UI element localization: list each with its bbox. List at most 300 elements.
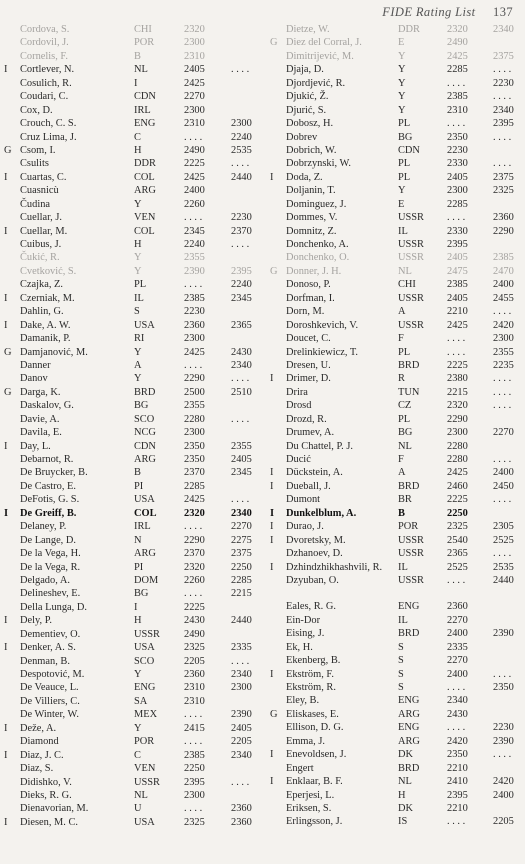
player-row <box>4 466 262 479</box>
rating-previous: 2405 <box>231 722 252 734</box>
player-name: Crouch, C. S. <box>20 118 77 130</box>
country-code: MEX <box>134 709 158 721</box>
rating-current: 2330 <box>447 158 468 170</box>
player-name: Ekström, R. <box>286 682 336 693</box>
player-name: Dzhindzhikhashvili, R. <box>286 561 383 573</box>
player-name: Cuibus, J. <box>20 239 62 250</box>
rating-current: 2350 <box>184 440 205 452</box>
rating-previous: . . . . <box>493 158 512 170</box>
player-row <box>270 493 523 506</box>
player-row <box>4 413 262 426</box>
country-code: ENG <box>398 601 420 613</box>
country-code: BRD <box>398 628 420 640</box>
country-code: CHI <box>134 24 152 35</box>
player-row <box>270 802 523 815</box>
country-code: PI <box>134 561 144 573</box>
player-name: Donchenko, A. <box>286 239 349 250</box>
rating-previous: 2390 <box>231 709 252 721</box>
player-name: Dückstein, A. <box>286 467 343 479</box>
country-code: H <box>134 239 142 250</box>
player-name: Cuellar, M. <box>20 225 68 237</box>
player-name: Czerniak, M. <box>20 292 75 304</box>
player-row <box>4 23 262 36</box>
player-row <box>270 426 523 439</box>
country-code: COL <box>134 225 155 237</box>
player-name: Deže, A. <box>20 722 57 734</box>
rating-current: 2300 <box>184 104 205 116</box>
rating-previous: 2400 <box>493 279 514 291</box>
country-code: B <box>398 507 405 519</box>
country-code: ENG <box>134 118 156 130</box>
player-name: Daskalov, G. <box>20 400 74 412</box>
rating-previous: 2230 <box>493 722 514 734</box>
rating-previous: 2345 <box>231 292 252 304</box>
country-code: Y <box>134 346 142 358</box>
country-code: ENG <box>398 695 420 707</box>
country-code: SCO <box>134 655 155 667</box>
page-number: 137 <box>493 5 513 19</box>
player-name: Cruz Lima, J. <box>20 131 77 143</box>
rating-previous: 2440 <box>493 574 514 586</box>
running-header <box>382 5 513 20</box>
country-code: PL <box>398 346 411 358</box>
rating-current: 2420 <box>447 735 468 747</box>
rating-previous: 2450 <box>493 480 514 492</box>
player-row <box>4 251 262 264</box>
rating-previous: 2430 <box>231 346 252 358</box>
rating-previous: 2390 <box>493 735 514 747</box>
player-name: Damjanović, M. <box>20 346 88 358</box>
player-name: Drumev, A. <box>286 427 335 439</box>
player-row <box>270 36 523 49</box>
rating-current: 2395 <box>447 239 468 250</box>
country-code: USSR <box>398 239 424 250</box>
player-row <box>4 225 262 238</box>
rating-current: . . . . <box>447 212 466 224</box>
player-name: Denker, A. S. <box>20 642 76 654</box>
rating-current: 2325 <box>184 816 205 828</box>
player-row <box>270 292 523 305</box>
title-mark: I <box>4 171 8 183</box>
rating-previous: 2300 <box>231 118 252 130</box>
player-name: Doljanin, T. <box>286 185 336 197</box>
player-row <box>270 117 523 130</box>
rating-current: 2290 <box>184 373 205 385</box>
player-name: Doucet, C. <box>286 333 331 345</box>
player-name: Dake, A. W. <box>20 319 71 331</box>
player-row <box>4 722 262 735</box>
rating-previous: 2305 <box>493 521 514 533</box>
country-code: PL <box>398 171 411 183</box>
player-row <box>4 372 262 385</box>
country-code: SCO <box>134 413 155 425</box>
rating-previous: 2345 <box>231 467 252 479</box>
player-name: Diaz, J. C. <box>20 749 64 761</box>
player-row <box>270 104 523 117</box>
country-code: S <box>398 682 404 693</box>
country-code: SA <box>134 695 148 707</box>
player-name: Dresen, U. <box>286 359 331 371</box>
player-row <box>4 426 262 439</box>
rating-previous: 2340 <box>231 749 252 761</box>
player-row <box>4 668 262 681</box>
player-name: Cuartas, C. <box>20 171 67 183</box>
country-code: ARG <box>134 548 156 560</box>
country-code: CZ <box>398 400 412 412</box>
player-row <box>270 265 523 278</box>
player-row <box>270 614 523 627</box>
country-code: NL <box>398 776 412 788</box>
player-name: Čukić, R. <box>20 252 60 264</box>
title-mark: I <box>270 373 274 385</box>
player-row <box>4 695 262 708</box>
player-name: Dvoretsky, M. <box>286 534 346 546</box>
player-name: Dementiev, O. <box>20 628 81 640</box>
rating-current: 2475 <box>447 265 468 277</box>
country-code: F <box>398 333 404 345</box>
player-row <box>270 561 523 574</box>
player-name: De Villiers, C. <box>20 695 80 707</box>
rating-previous: . . . . <box>231 64 250 76</box>
player-row <box>4 480 262 493</box>
title-mark: I <box>270 507 275 519</box>
rating-current: 2360 <box>184 319 205 331</box>
rating-previous: . . . . <box>493 494 512 506</box>
player-name: Dorfman, I. <box>286 292 335 304</box>
country-code: USSR <box>398 548 424 560</box>
rating-previous: 2270 <box>231 521 252 533</box>
country-code: PI <box>134 480 144 492</box>
rating-current: 2500 <box>184 386 205 398</box>
rating-current: 2350 <box>447 131 468 143</box>
rating-current: 2320 <box>447 400 468 412</box>
player-name: Della Lunga, D. <box>20 601 87 613</box>
rating-previous: 2360 <box>231 816 252 828</box>
player-name: Delineshev, E. <box>20 588 81 600</box>
player-name: Donner, J. H. <box>286 265 342 277</box>
country-code: Y <box>398 64 406 76</box>
rating-current: 2300 <box>184 333 205 345</box>
player-name: Dahlin, G. <box>20 306 64 318</box>
country-code: BRD <box>398 359 420 371</box>
player-name: Enevoldsen, J. <box>286 749 347 761</box>
player-row <box>4 628 262 641</box>
rating-previous: . . . . <box>493 386 512 398</box>
country-code: Y <box>134 252 142 264</box>
player-name: Eley, B. <box>286 695 320 707</box>
player-name: Diaz, S. <box>20 763 54 775</box>
player-row <box>270 507 523 520</box>
rating-previous: 2535 <box>493 561 514 573</box>
title-mark: G <box>270 265 278 277</box>
rating-current: 2280 <box>447 440 468 452</box>
left-column <box>4 23 262 829</box>
country-code: BG <box>398 131 413 143</box>
player-name: Drelinkiewicz, T. <box>286 346 359 358</box>
player-row <box>270 332 523 345</box>
player-row <box>4 789 262 802</box>
rating-previous: . . . . <box>493 400 512 412</box>
rating-current: 2360 <box>447 601 468 613</box>
player-name: Eliskases, E. <box>286 708 339 720</box>
rating-current: 2290 <box>447 413 468 425</box>
country-code: S <box>398 641 404 653</box>
player-name: Diamond <box>20 736 59 748</box>
player-row <box>4 77 262 90</box>
player-name: De Greiff, B. <box>20 507 77 519</box>
country-code: R <box>398 373 405 385</box>
player-row <box>4 708 262 721</box>
country-code: A <box>398 467 406 479</box>
country-code: I <box>134 601 138 613</box>
rating-current: 2360 <box>184 669 205 680</box>
country-code: ARG <box>134 454 156 465</box>
player-name: Eperjesi, L. <box>286 789 335 801</box>
player-row <box>4 104 262 117</box>
player-name: Du Chattel, P. J. <box>286 440 353 452</box>
player-name: Dominguez, J. <box>286 198 347 210</box>
player-row <box>270 547 523 560</box>
player-name: Dobosz, H. <box>286 118 334 130</box>
title-mark: G <box>270 37 278 49</box>
rating-current: 2260 <box>184 198 205 210</box>
title-mark: I <box>270 749 274 761</box>
player-row <box>4 265 262 278</box>
player-row <box>4 90 262 103</box>
rating-current: 2400 <box>184 185 205 197</box>
player-row <box>270 144 523 157</box>
rating-current: 2205 <box>184 655 205 667</box>
title-mark: G <box>270 708 278 720</box>
player-name: Dietze, W. <box>286 24 330 35</box>
country-code: PL <box>134 279 147 291</box>
rating-current: . . . . <box>184 736 203 748</box>
player-name: Čudina <box>20 198 51 210</box>
player-row <box>4 574 262 587</box>
rating-previous: . . . . <box>493 749 512 761</box>
player-row <box>4 681 262 694</box>
player-row <box>4 171 262 184</box>
player-name: Damanik, P. <box>20 333 71 345</box>
rating-current: 2285 <box>184 480 205 492</box>
country-code: A <box>398 306 406 318</box>
player-name: Drosd <box>286 400 312 412</box>
player-name: Donoso, P. <box>286 279 331 291</box>
rating-previous: . . . . <box>493 91 512 103</box>
player-name: Delaney, P. <box>20 521 67 533</box>
player-name: Eriksen, S. <box>286 802 332 814</box>
player-name: Drira <box>286 386 308 398</box>
player-row <box>270 574 523 587</box>
rating-current: 2425 <box>184 494 205 506</box>
rating-current: 2415 <box>184 722 205 734</box>
player-name: Didishko, V. <box>20 776 72 788</box>
player-row <box>270 721 523 734</box>
country-code: IRL <box>134 104 151 116</box>
rating-current: 2260 <box>184 574 205 586</box>
rating-previous: 2340 <box>231 359 252 371</box>
player-row <box>270 694 523 707</box>
country-code: ARG <box>398 735 420 747</box>
country-code: Y <box>398 91 406 103</box>
rating-previous: . . . . <box>493 668 512 680</box>
country-code: IS <box>398 816 408 828</box>
rating-current: 2285 <box>447 198 468 210</box>
country-code: USSR <box>398 574 424 586</box>
player-name: Danov <box>20 373 48 385</box>
player-name: De Winter, W. <box>20 709 79 721</box>
player-row <box>270 466 523 479</box>
country-code: VEN <box>134 212 156 224</box>
rating-current: 2270 <box>447 614 468 626</box>
title-mark: I <box>4 615 8 627</box>
player-name: Donchenko, O. <box>286 252 350 264</box>
country-code: IL <box>398 561 408 573</box>
rating-previous: 2335 <box>231 642 252 654</box>
player-row <box>270 278 523 291</box>
player-name: Doroshkevich, V. <box>286 319 359 331</box>
rating-current: 2425 <box>447 50 468 62</box>
player-row <box>270 762 523 775</box>
country-code: H <box>134 144 142 156</box>
player-row <box>4 601 262 614</box>
rating-current: 2425 <box>184 77 205 89</box>
player-row <box>4 386 262 399</box>
country-code: S <box>134 306 140 318</box>
country-code: H <box>134 615 142 627</box>
player-row <box>4 319 262 332</box>
player-row <box>270 453 523 466</box>
country-code: Y <box>134 722 142 734</box>
player-name: Danner <box>20 359 51 371</box>
player-row <box>270 157 523 170</box>
player-row <box>4 50 262 63</box>
title-mark: G <box>4 386 12 398</box>
rating-current: 2400 <box>447 668 468 680</box>
player-row <box>4 144 262 157</box>
player-name: Djukić, Ž. <box>286 91 329 103</box>
player-name: Doda, Z. <box>286 171 323 183</box>
player-row <box>4 493 262 506</box>
title-mark: I <box>4 440 8 452</box>
player-name: Domnitz, Z. <box>286 225 337 237</box>
player-name: Cuellar, J. <box>20 212 63 224</box>
country-code: RI <box>134 333 145 345</box>
country-code: BG <box>398 427 413 439</box>
rating-current: 2300 <box>184 427 205 439</box>
rating-previous: 2300 <box>493 333 514 345</box>
player-row <box>270 305 523 318</box>
rating-current: 2370 <box>184 548 205 560</box>
player-row <box>4 346 262 359</box>
country-code: USA <box>134 642 155 654</box>
country-code: Y <box>398 77 406 89</box>
rating-previous: 2285 <box>231 574 252 586</box>
country-code: CDN <box>134 91 156 103</box>
rating-current: 2385 <box>447 91 468 103</box>
rating-current: 2425 <box>184 346 205 358</box>
player-row <box>270 480 523 493</box>
player-name: Davila, E. <box>20 427 62 439</box>
country-code: USSR <box>398 292 424 304</box>
country-code: TUN <box>398 386 420 398</box>
country-code: CDN <box>134 440 156 452</box>
player-name: De la Vega, H. <box>20 548 81 560</box>
player-row <box>4 749 262 762</box>
player-row <box>4 278 262 291</box>
rating-previous: 2340 <box>493 24 514 35</box>
rating-current: 2325 <box>184 642 205 654</box>
country-code: USA <box>134 816 155 828</box>
rating-current: 2310 <box>184 50 205 62</box>
country-code: BRD <box>134 386 156 398</box>
player-name: Engert <box>286 762 314 774</box>
player-name: Eales, R. G. <box>286 601 336 613</box>
country-code: IL <box>398 614 408 626</box>
player-row <box>270 184 523 197</box>
rating-current: . . . . <box>184 131 203 143</box>
player-name: Cox, D. <box>20 104 53 116</box>
country-code: DK <box>398 749 414 761</box>
rating-current: 2330 <box>447 225 468 237</box>
right-column <box>270 23 523 829</box>
title-mark: I <box>270 561 274 573</box>
title-mark: I <box>4 722 8 734</box>
title-mark: G <box>4 346 12 358</box>
rating-current: . . . . <box>447 333 466 345</box>
rating-current: 2280 <box>184 413 205 425</box>
country-code: Y <box>398 104 406 116</box>
player-name: Ekenberg, B. <box>286 655 341 667</box>
rating-current: . . . . <box>447 816 466 828</box>
rating-current: 2385 <box>184 292 205 304</box>
country-code: Y <box>134 669 142 680</box>
player-name: Dommes, V. <box>286 212 338 224</box>
rating-previous: 2370 <box>231 225 252 237</box>
player-name: De Bruycker, B. <box>20 467 88 479</box>
player-name: Csom, I. <box>20 144 56 156</box>
country-code: IL <box>134 292 144 304</box>
player-name: Dunkelblum, A. <box>286 507 357 519</box>
country-code: NL <box>398 440 412 452</box>
player-name: Davie, A. <box>20 413 60 425</box>
title-mark: I <box>4 319 8 331</box>
country-code: USSR <box>134 628 160 640</box>
rating-previous: . . . . <box>231 655 250 667</box>
rating-previous: . . . . <box>231 373 250 385</box>
rating-current: 2285 <box>447 64 468 76</box>
player-row <box>270 238 523 251</box>
player-name: Dorn, M. <box>286 306 325 318</box>
player-name: Delgado, A. <box>20 574 70 586</box>
rating-current: 2320 <box>184 561 205 573</box>
rating-current: . . . . <box>447 118 466 130</box>
rating-previous: 2375 <box>493 171 514 183</box>
rating-current: 2270 <box>447 655 468 667</box>
title-mark: I <box>270 480 274 492</box>
player-row <box>4 440 262 453</box>
player-name: Dobrich, W. <box>286 144 337 156</box>
rating-current: 2230 <box>447 144 468 156</box>
rating-current: 2490 <box>447 37 468 49</box>
title-mark: I <box>4 816 8 828</box>
player-name: DeFotis, G. S. <box>20 494 80 506</box>
rating-previous: 2360 <box>493 212 514 224</box>
rating-current: 2225 <box>447 494 468 506</box>
country-code: B <box>134 467 141 479</box>
player-name: Dueball, J. <box>286 480 331 492</box>
player-row <box>270 789 523 802</box>
